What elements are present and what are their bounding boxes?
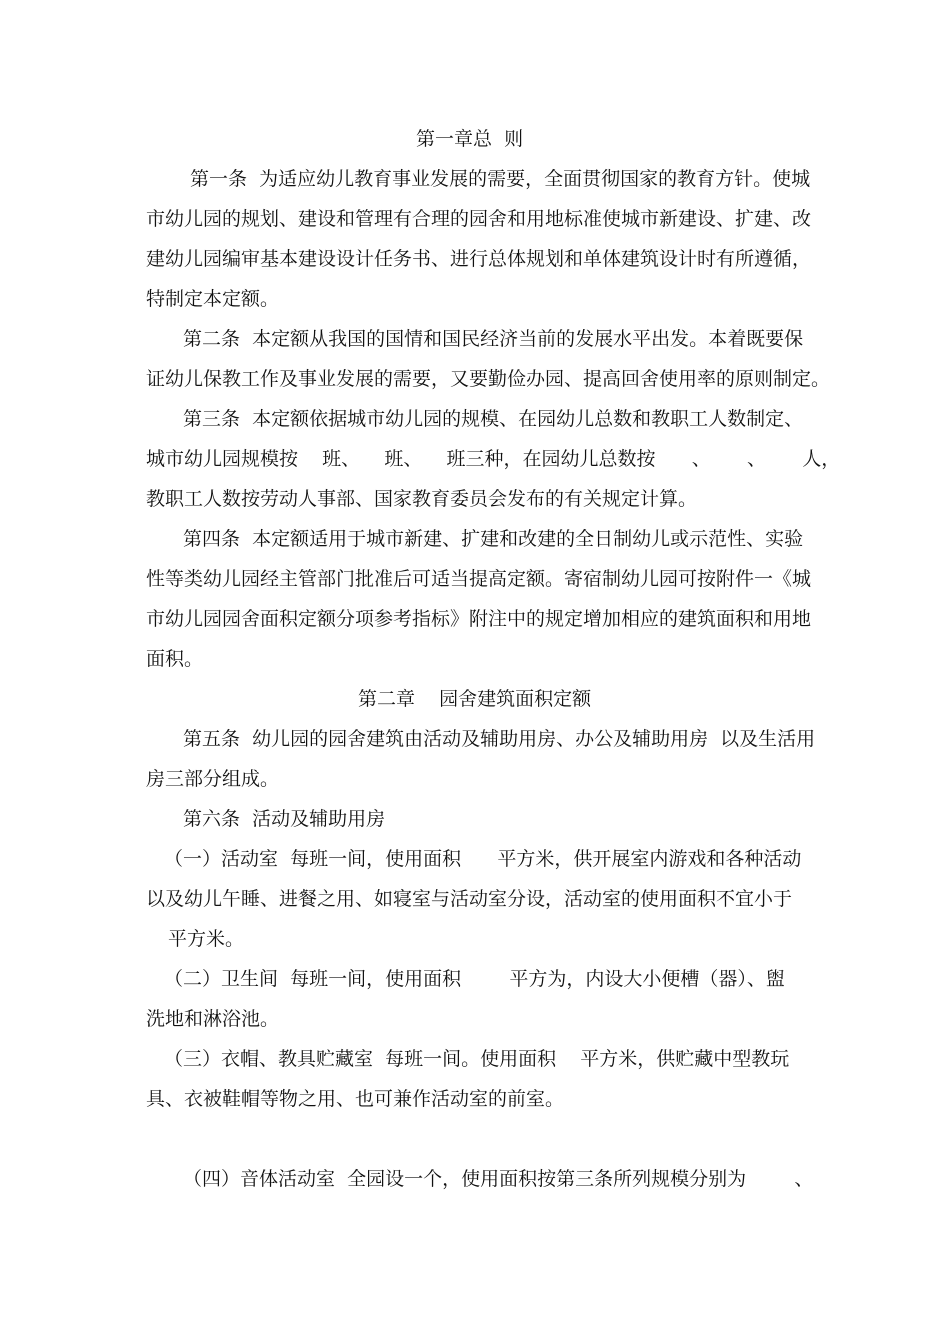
article6-item2-line1: （二）卫生间 每班一间，使用面积 平方为，内设大小便槽（器）、盥 (164, 968, 785, 990)
article4-line4: 面积。 (146, 648, 204, 670)
article6-item1-line1: （一）活动室 每班一间，使用面积 平方米，供开展室内游戏和各种活动 (164, 848, 802, 870)
article6-item4-line1: （四）音体活动室 全园设一个，使用面积按第三条所列规模分别为 、 (183, 1168, 814, 1190)
article4-line1: 第四条 本定额适用于城市新建、扩建和改建的全日制幼儿或示范性、实验 (183, 528, 804, 550)
article1-line2: 市幼儿园的规划、建设和管理有合理的园舍和用地标准使城市新建设、扩建、改 (146, 208, 812, 230)
article2-line1: 第二条 本定额从我国的国情和国民经济当前的发展水平出发。本着既要保 (183, 328, 804, 350)
article6-item1-line2: 以及幼儿午睡、进餐之用、如寝室与活动室分设，活动室的使用面积不宜小于 (146, 888, 793, 910)
chapter1-title: 第一章总 则 (416, 128, 524, 150)
article3-line3: 教职工人数按劳动人事部、国家教育委员会发布的有关规定计算。 (146, 488, 698, 510)
article6-heading: 第六条 活动及辅助用房 (183, 808, 386, 830)
article2-line2: 证幼儿保教工作及事业发展的需要，又要勤俭办园、提高回舍使用率的原则制定。 (146, 368, 831, 390)
article3-line2: 城市幼儿园规模按 班、 班、 班三种，在园幼儿总数按 、 、 人， (146, 448, 841, 470)
article3-line1: 第三条 本定额依据城市幼儿园的规模、在园幼儿总数和教职工人数制定、 (183, 408, 804, 430)
article5-line1: 第五条 幼儿园的园舍建筑由活动及辅助用房、办公及辅助用房 以及生活用 (183, 728, 816, 750)
article6-item3-line2: 具、衣被鞋帽等物之用、也可兼作活动室的前室。 (146, 1088, 565, 1110)
article5-line2: 房三部分组成。 (146, 768, 280, 790)
chapter2-title: 第二章 园舍建筑面积定额 (358, 688, 592, 710)
article4-line3: 市幼儿园园舍面积定额分项参考指标》附注中的规定增加相应的建筑面积和用地 (146, 608, 812, 630)
article6-item3-line1: （三）衣帽、教具贮藏室 每班一间。使用面积 平方米，供贮藏中型教玩 (164, 1048, 790, 1070)
article1-line4: 特制定本定额。 (146, 288, 280, 310)
article6-item1-line3: 平方米。 (168, 928, 245, 950)
article6-item2-line2: 洗地和淋浴池。 (146, 1008, 280, 1030)
article1-line3: 建幼儿园编审基本建设设计任务书、进行总体规划和单体建筑设计时有所遵循， (146, 248, 812, 270)
article1-line1: 第一条 为适应幼儿教育事业发展的需要，全面贯彻国家的教育方针。使城 (190, 168, 811, 190)
article4-line2: 性等类幼儿园经主管部门批准后可适当提高定额。寄宿制幼儿园可按附件一《城 (146, 568, 812, 590)
